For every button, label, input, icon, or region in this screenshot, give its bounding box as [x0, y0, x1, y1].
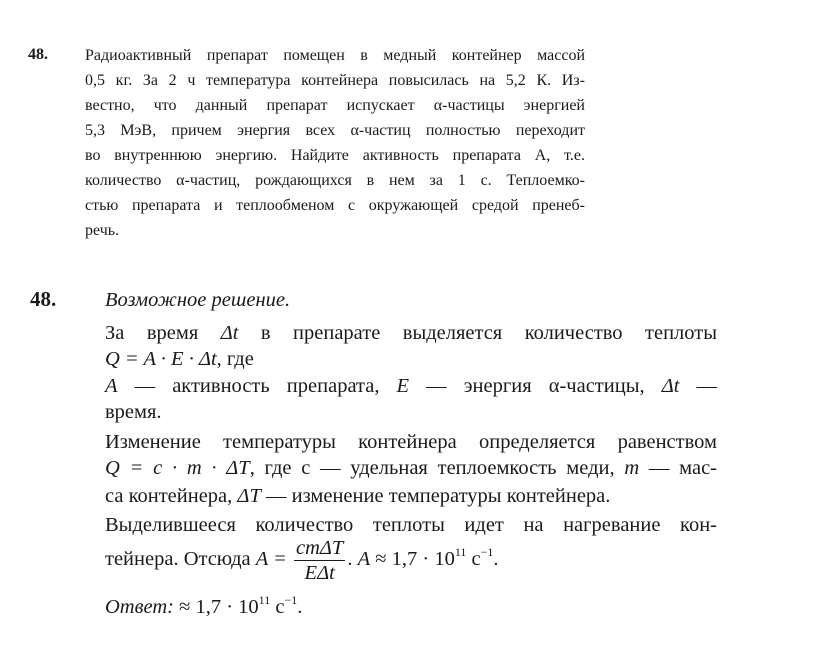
- text: .: [493, 548, 499, 571]
- fraction-numerator: cmΔT: [296, 537, 344, 559]
- problem-line: Радиоактивный препарат помещен в медный контейнер массой: [85, 47, 585, 64]
- text: — энергия α-частицы,: [409, 375, 662, 397]
- text: —: [679, 375, 717, 397]
- formula: A: [105, 375, 118, 397]
- formula: A =: [255, 548, 292, 571]
- answer-line: [105, 594, 717, 620]
- formula: Δt: [661, 375, 680, 397]
- answer-label: Ответ:: [105, 596, 174, 618]
- formula: A: [357, 548, 371, 571]
- solution-formula-line: [105, 536, 717, 585]
- solution-line: время.: [105, 401, 162, 423]
- solution-heading: Возможное решение.: [105, 289, 291, 311]
- text: в препарате выделяется количество теплоты: [238, 322, 717, 344]
- text: — мас-: [639, 457, 717, 479]
- formula: m: [624, 457, 640, 479]
- text: са контейнера,: [105, 485, 238, 507]
- solution-line: [105, 320, 717, 346]
- exponent: −1: [480, 545, 494, 560]
- solution-line: Изменение температуры контейнера определяется равенством: [105, 431, 717, 453]
- problem-line: речь.: [85, 222, 120, 239]
- text: — активность препарата,: [117, 375, 397, 397]
- problem-line: стью препарата и теплообменом с окружающей средой пренеб-: [85, 197, 585, 214]
- exponent: −1: [284, 593, 298, 607]
- problem-line: вестно, что данный препарат испускает α-частицы энергией: [85, 97, 585, 114]
- solution-line: [105, 483, 717, 509]
- problem-line: количество α-частиц, рождающихся в нем за 1 с. Теплоемко-: [85, 172, 585, 189]
- fraction: [294, 536, 345, 585]
- solution-line: [105, 346, 717, 372]
- problem-number: 48.: [28, 46, 48, 63]
- solution-line: Выделившееся количество теплоты идет на нагревание кон-: [105, 514, 717, 536]
- exponent: 11: [258, 593, 271, 607]
- problem-line: 0,5 кг. За 2 ч температура контейнера повысилась на 5,2 К. Из-: [85, 72, 585, 89]
- formula: Q = A · E · Δt: [105, 348, 217, 370]
- text: .: [297, 596, 303, 618]
- formula: E: [396, 375, 410, 397]
- solution-line: [105, 373, 717, 399]
- exponent: 11: [454, 545, 467, 560]
- formula: Q = c · m · ΔT: [105, 457, 250, 479]
- text: .: [347, 548, 358, 571]
- formula: Δt: [220, 322, 239, 344]
- problem-line: 5,3 МэВ, причем энергия всех α-частиц полностью переходит: [85, 122, 585, 139]
- answer-value: ≈ 1,7 · 10: [173, 596, 259, 618]
- solution-number: 48.: [30, 287, 57, 311]
- text: , где с — удельная теплоемкость меди,: [249, 457, 625, 479]
- text: тейнера. Отсюда: [105, 548, 256, 571]
- formula: ΔT: [237, 485, 261, 507]
- problem-line: во внутреннюю энергию. Найдите активность препарата А, т.е.: [85, 147, 585, 164]
- fraction-denominator: EΔt: [304, 562, 335, 584]
- text: ≈ 1,7 · 10: [370, 548, 455, 571]
- text: — изменение температуры контейнера.: [260, 485, 611, 507]
- text: За время: [105, 322, 221, 344]
- text: , где: [216, 348, 254, 370]
- solution-line: [105, 455, 717, 481]
- unit: с: [466, 548, 481, 571]
- unit: с: [270, 596, 285, 618]
